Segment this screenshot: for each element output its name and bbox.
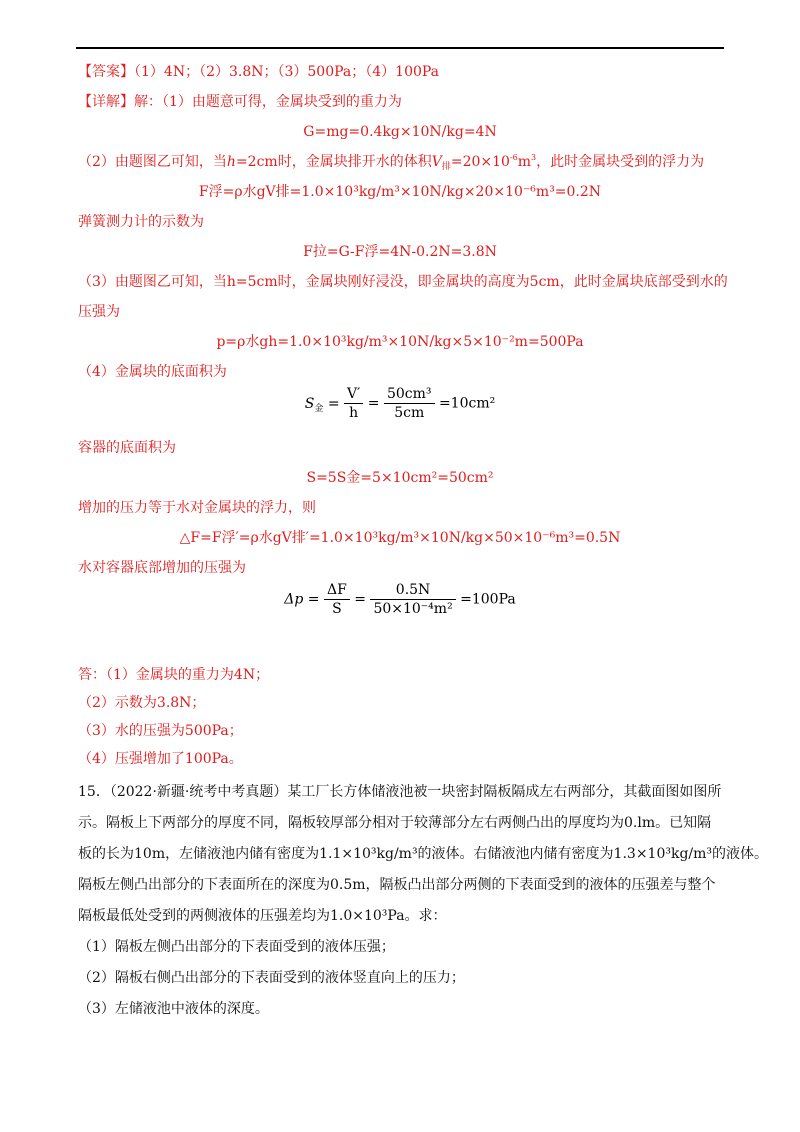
eq5-lhs-sub: 金 [314,403,324,414]
question-15-line-1: 15．（2022·新疆·统考中考真题）某工厂长方体储液池被一块密封隔板隔成左右两部分，其截面图如图所 [78,784,722,800]
p2-part: =20×10 [450,154,510,170]
answer-label: 【答案】 [78,64,134,80]
eq8-den-2: 50×10⁻⁴m² [373,601,453,617]
p2-part: ，此时金属块受到的浮力为 [536,154,705,170]
conclusion-line-4: （4）压强增加了100Pa。 [78,751,243,767]
question-15-line-3: 板的长为10m，左储液池内储有密度为1.1×10³kg/m³的液体。右储液池内储有密度为1.3×10³kg/m³的液体。 [78,846,769,862]
equation-buoyancy: F浮=ρ水gV排=1.0×10³kg/m³×10N/kg×20×10⁻⁶m³=0.2N [198,184,602,200]
detail-intro-text: 解：（1）由题意可得，金属块受到的重力为 [134,94,402,110]
eq5-fraction-1 [344,386,363,421]
equation-container-area: S=5S金=5×10cm²=50cm² [306,470,494,486]
question-15-part-1: （1）隔板左侧凸出部分的下表面受到的液体压强； [78,939,395,955]
conclusion-line-1: 答：（1）金属块的重力为4N； [78,667,270,683]
question-15-part-3: （3）左储液池中液体的深度。 [78,1001,269,1017]
paragraph-3-line-2: 压强为 [78,304,120,320]
equation-spring: F拉=G-F浮=4N-0.2N=3.8N [303,244,497,260]
header-rule [76,47,724,49]
conclusion-line-3: （3）水的压强为500Pa； [78,723,243,739]
paragraph-3-line-1: （3）由题图乙可知，当h=5cm时，金属块刚好浸没，即金属块的高度为5cm，此时金属块底部受到水的 [78,274,728,290]
p2-part: （2）由题图乙可知，当 [78,154,227,170]
detail-intro [78,92,724,112]
equation-pressure: p=ρ水gh=1.0×10³kg/m³×10N/kg×5×10⁻²m=500Pa [216,334,584,350]
eq5-num-1: V′ [344,386,363,404]
eq5-lhs: S [304,395,315,412]
container-label: 容器的底面积为 [78,440,176,456]
eq5-num-2: 50cm³ [384,386,435,404]
increase-label: 增加的压力等于水对金属块的浮力，则 [78,500,316,516]
conclusion-line-2: （2）示数为3.8N； [78,695,206,711]
question-15-part-2: （2）隔板右侧凸出部分的下表面受到的液体竖直向上的压力； [78,970,465,986]
eq5-den-1: h [349,405,359,421]
eq5-fraction-2 [384,386,435,421]
eq8-num-1: ΔF [324,582,350,600]
question-15-line-4: 隔板左侧凸出部分的下表面所在的深度为0.5m，隔板凸出部分两侧的下表面受到的液体的压强差与整个 [78,877,716,893]
eq8-num-2: 0.5N [370,582,455,600]
eq5-den-2: 5cm [394,405,425,421]
p2-part: =2cm时，金属块排开水的体积 [235,154,432,170]
p2-part: m [517,154,532,170]
question-15-line-5: 隔板最低处受到的两侧液体的压强差均为1.0×10³Pa。求： [78,908,447,924]
eq8-den-1: S [332,601,342,617]
equation-gravity: G=mg=0.4kg×10N/kg=4N [303,124,497,140]
p2-v: V [431,154,442,170]
eq8-lhs: Δp [284,591,304,608]
answer-line [78,62,724,82]
p2-exp2: 3 [531,153,537,162]
spring-label: 弹簧测力计的示数为 [78,214,204,230]
equation-area: $S_金$ = $\frac{V'}{h}$ = $\frac{\text{50cm³}}{5cm}$ =10cm² [304,386,496,421]
equation-force-increase: △F=F浮′=ρ水gV排′=1.0×10³kg/m³×10N/kg×50×10⁻⁶m³=0.5N [179,530,621,546]
question-15-line-2: 示。隔板上下两部分的厚度不同，隔板较厚部分相对于较薄部分左右两侧凸出的厚度均为0.lm。已知隔 [78,815,712,831]
p2-h: h [226,154,236,170]
detail-label: 【详解】 [78,94,134,110]
paragraph-2 [78,152,724,172]
p2-exp: -6 [509,153,518,162]
equation-pressure-increase: Δp = $\frac{\Delta F}{S}$ = $\frac{0.5N}{\text{50×10⁻⁴m²}}$ =100Pa [284,582,516,617]
eq8-fraction-2 [370,582,455,617]
eq8-rhs: =100Pa [460,591,516,608]
eq8-fraction-1 [324,582,350,617]
paragraph-4-label: （4）金属块的底面积为 [78,364,227,380]
answer-text: （1）4N；（2）3.8N；（3）500Pa；（4）100Pa [134,64,440,80]
p2-sub: 排 [441,162,451,172]
eq5-rhs: =10cm² [438,395,496,412]
pressure-label: 水对容器底部增加的压强为 [78,560,246,576]
